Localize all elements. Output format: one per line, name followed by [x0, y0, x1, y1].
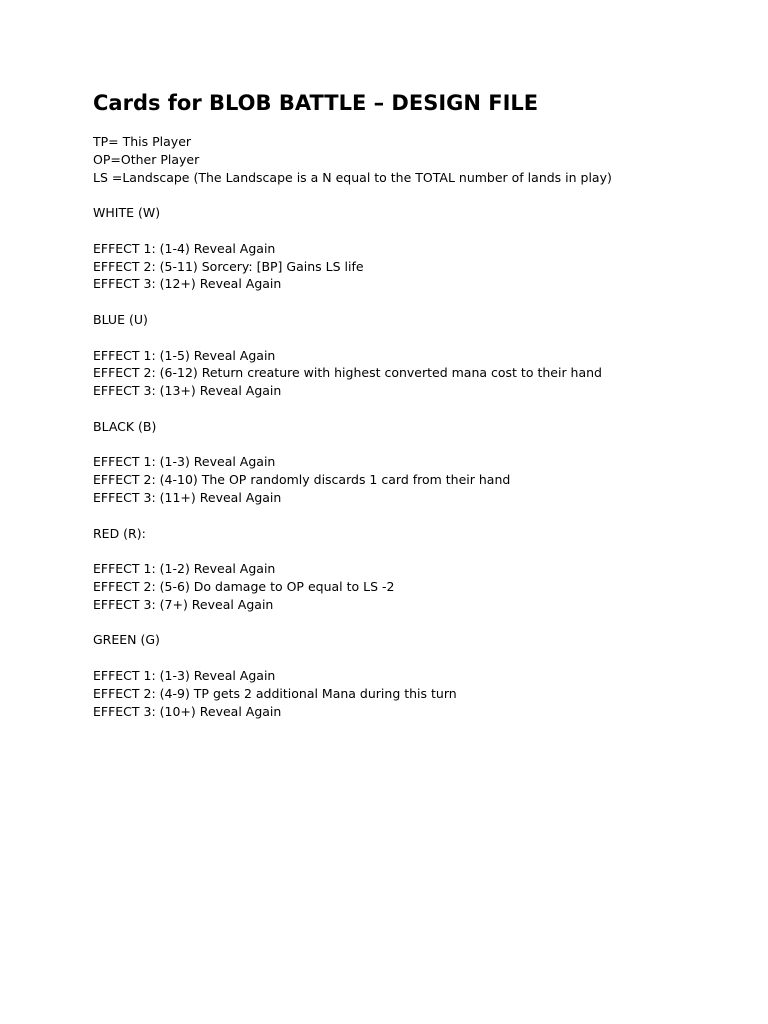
section-heading-blue: BLUE (U): [93, 311, 148, 327]
spacer: [93, 329, 733, 347]
document-page: [93, 88, 733, 720]
section-heading-red: RED (R):: [93, 525, 146, 541]
effect-black-3: EFFECT 3: (11+) Reveal Again: [93, 489, 282, 505]
document-title: Cards for BLOB BATTLE – DESIGN FILE: [93, 91, 539, 115]
section-white: [93, 204, 733, 293]
section-blue: [93, 311, 733, 400]
section-heading-white: WHITE (W): [93, 205, 161, 221]
spacer: [93, 649, 733, 667]
spacer: [93, 222, 733, 240]
effect-green-3: EFFECT 3: (10+) Reveal Again: [93, 703, 282, 719]
effect-white-1: EFFECT 1: (1-4) Reveal Again: [93, 240, 276, 256]
effect-green-2: EFFECT 2: (4-9) TP gets 2 additional Mana during this turn: [93, 685, 457, 701]
effect-red-1: EFFECT 1: (1-2) Reveal Again: [93, 561, 276, 577]
effect-white-3: EFFECT 3: (12+) Reveal Again: [93, 276, 282, 292]
effect-white-2: EFFECT 2: (5-11) Sorcery: [BP] Gains LS life: [93, 258, 364, 274]
spacer: [93, 186, 733, 204]
spacer: [93, 542, 733, 560]
definition-op: OP=Other Player: [93, 151, 200, 167]
effect-black-2: EFFECT 2: (4-10) The OP randomly discards 1 card from their hand: [93, 472, 511, 488]
spacer: [93, 436, 733, 454]
spacer: [93, 400, 733, 418]
effect-green-1: EFFECT 1: (1-3) Reveal Again: [93, 667, 276, 683]
definitions-block: [93, 133, 733, 186]
section-heading-black: BLACK (B): [93, 418, 157, 434]
effect-blue-2: EFFECT 2: (6-12) Return creature with highest converted mana cost to their hand: [93, 365, 602, 381]
effect-blue-3: EFFECT 3: (13+) Reveal Again: [93, 383, 282, 399]
section-red: [93, 525, 733, 614]
effect-black-1: EFFECT 1: (1-3) Reveal Again: [93, 454, 276, 470]
section-black: [93, 418, 733, 507]
definition-ls: LS =Landscape (The Landscape is a N equal to the TOTAL number of lands in play): [93, 169, 612, 185]
effect-blue-1: EFFECT 1: (1-5) Reveal Again: [93, 347, 276, 363]
section-heading-green: GREEN (G): [93, 632, 160, 648]
section-green: [93, 631, 733, 720]
spacer: [93, 293, 733, 311]
spacer: [93, 507, 733, 525]
definition-tp: TP= This Player: [93, 134, 192, 149]
effect-red-3: EFFECT 3: (7+) Reveal Again: [93, 596, 274, 612]
spacer: [93, 614, 733, 632]
effect-red-2: EFFECT 2: (5-6) Do damage to OP equal to LS -2: [93, 578, 395, 594]
